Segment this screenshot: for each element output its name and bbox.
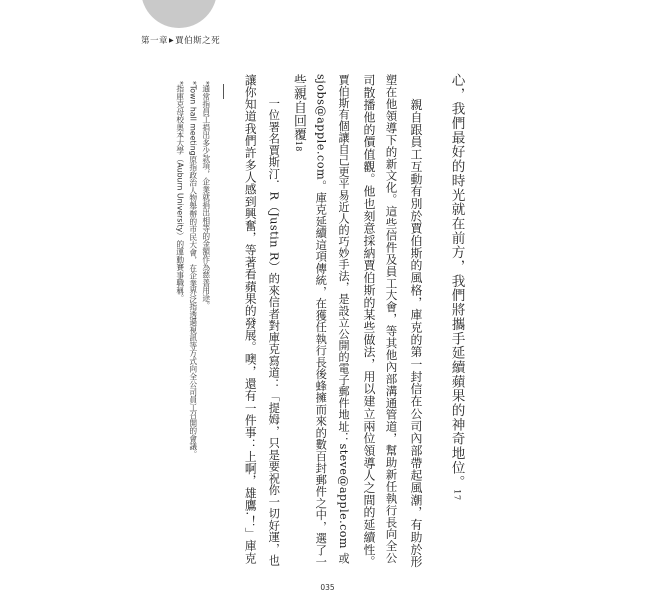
running-head — [141, 34, 220, 46]
body-line-3: 司散播他的價值觀。他也刻意採納賈伯斯的某些做法，用以建立兩位領導人之間的延續性。 — [361, 74, 376, 568]
triangle-icon: ▶ — [169, 37, 175, 44]
endnote-ref-18: 18 — [293, 140, 303, 152]
footnote-2: *Town hall meeting原指政治人物舉辦的市民大會，在企業界泛指透過視訊等方式向全公司員工召開的會議。 — [188, 81, 198, 458]
chapter-title: 賈伯斯之死 — [175, 36, 221, 46]
quote-line: 心，我們最好的時光就在前方，我們將攜手延續蘋果的神奇地位。17 — [448, 73, 465, 501]
footnote-3: *指庫克母校奧本大學（Auburn University）的運動賽事職稱。 — [175, 81, 185, 302]
body-line-4: 賈伯斯有個讓自己更平易近人的巧妙手法，是設立公開的電子郵件地址：steve@apple.com 或 — [337, 74, 351, 565]
chapter-label: 第一章 — [141, 36, 169, 46]
body-line-2: 塑在他領導下的新文化。這些信件及員工大會，等其他內部溝通管道，幫助新任執行長向全公 — [384, 74, 399, 564]
body-line-7: 一位署名賈斯汀．R（Justin R）的來信者對庫克寫道：「提姆，只是要祝你一切好運，也 — [267, 74, 281, 567]
footnote-rule — [223, 84, 224, 99]
body-line-1: 親自跟員工互動有別於賈伯斯的風格，庫克的第一封信在公司內部帶起風潮，有助於形 — [408, 74, 423, 568]
corner-decoration — [141, 0, 217, 28]
endnote-ref-17: 17 — [452, 489, 462, 501]
body-line-6: 些親自回覆18 — [290, 74, 306, 152]
body-line-8: 讓你知道我們許多人感到興奮，等著看蘋果的發展。噢，還有一件事：上啊，雄鷹.！」庫克 — [243, 74, 258, 565]
footnote-1: *通常指員工捐出多少款項，企業就捐出相等的金額作為慈善用途。 — [201, 81, 211, 310]
page-number: 035 — [320, 583, 335, 592]
body-line-5: sjobs@apple.com。庫克延續這項傳統，在獲任執行長後蜂擁而來的數百封郵件之中，選了一 — [314, 74, 328, 568]
